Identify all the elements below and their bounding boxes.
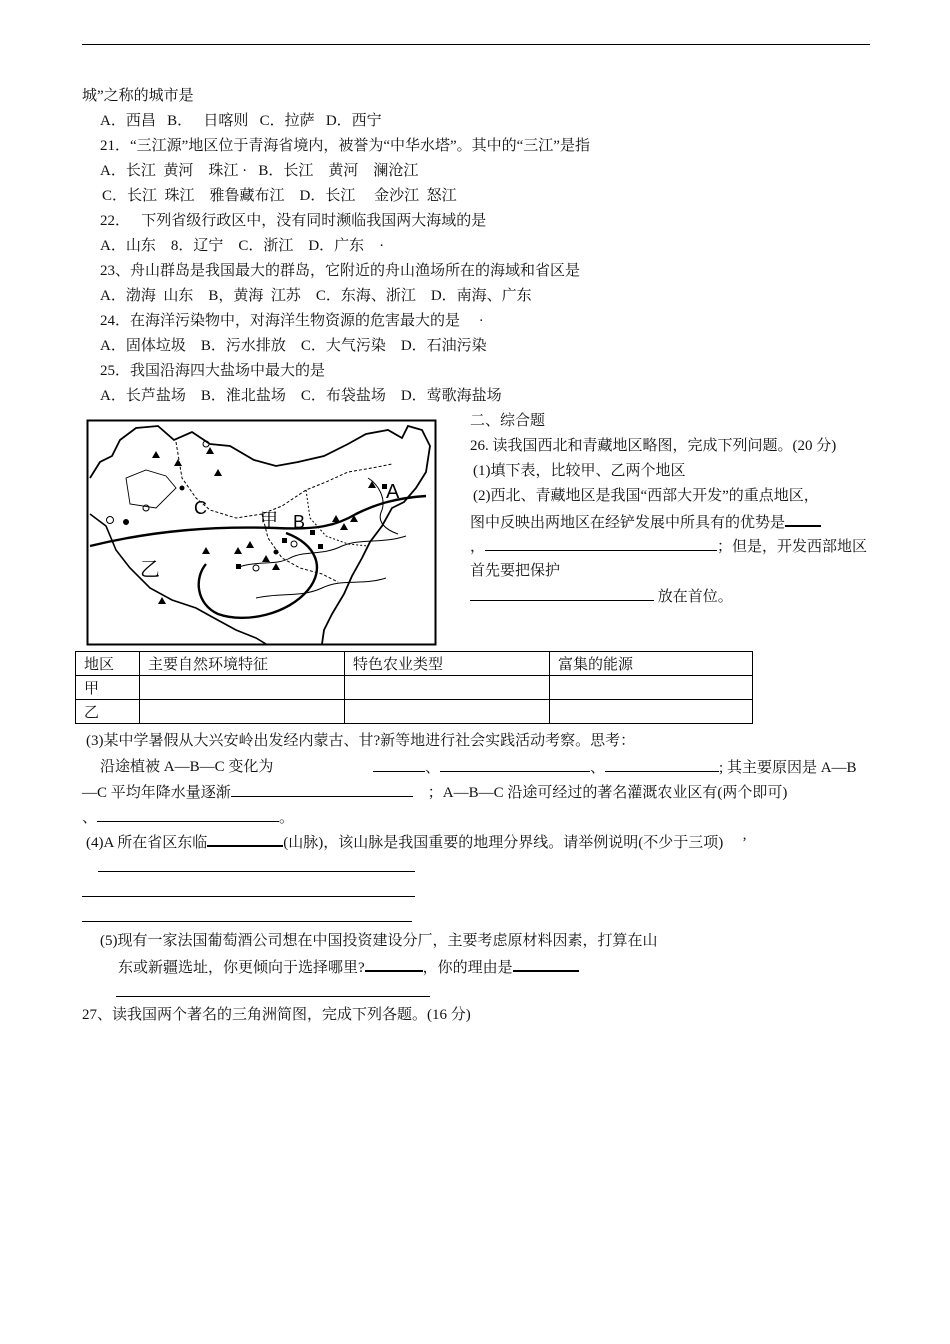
answer-blank[interactable]	[785, 511, 821, 527]
table-header: 富集的能源	[550, 652, 753, 676]
q21-stem: 21．“三江源”地区位于青海省境内，被誉为“中华水塔”。其中的“三江”是指	[100, 138, 590, 154]
q26-part2-line2	[470, 511, 821, 533]
answer-line[interactable]	[82, 896, 415, 897]
q25-options: A．长芦盐场 B．淮北盐场 C．布袋盐场 D．莺歌海盐场	[100, 388, 502, 404]
answer-blank[interactable]	[365, 956, 423, 972]
table-cell[interactable]	[345, 676, 550, 700]
table-header: 主要自然环境特征	[140, 652, 345, 676]
answer-line[interactable]	[98, 871, 415, 872]
answer-blank[interactable]	[485, 536, 717, 551]
q23-options: A．渤海 山东 B，黄海 江苏 C．东海、浙江 D．南海、广东	[100, 288, 532, 304]
q3-line2: 沿途植被 A—B—C 变化为	[100, 759, 274, 775]
table-row	[76, 676, 753, 700]
q26-stem: 26. 读我国西北和青藏地区略图，完成下列问题。(20 分)	[470, 438, 837, 454]
q23-stem: 23、舟山群岛是我国最大的群岛，它附近的舟山渔场所在的海域和省区是	[100, 263, 581, 279]
q25-stem: 25．我国沿海四大盐场中最大的是	[100, 363, 326, 379]
table-cell: 甲	[76, 676, 140, 700]
answer-blank[interactable]	[470, 586, 654, 601]
map-label-a: A	[386, 481, 400, 503]
q22-stem: 22． 下列省级行政区中，没有同时濒临我国两大海域的是	[100, 213, 487, 229]
q27-stem: 27、读我国两个著名的三角洲简图，完成下列各题。(16 分)	[82, 1007, 471, 1023]
q21-options-cd: C．长江 珠江 雅鲁藏布江 D．长江 金沙江 怒江	[102, 188, 457, 204]
q24-options: A．固体垃圾 B．污水排放 C．大气污染 D．石油污染	[100, 338, 487, 354]
q26-part1: (1)填下表，比较甲、乙两个地区	[473, 463, 686, 479]
header-rule	[82, 44, 870, 45]
table-cell[interactable]	[140, 676, 345, 700]
table-cell[interactable]	[140, 700, 345, 724]
answer-blank[interactable]	[97, 807, 279, 822]
q26-part2-text: 图中反映出两地区在经铲发展中所具有的优势是	[470, 515, 786, 531]
q26-part2-line5: 放在首位。	[470, 586, 733, 607]
answer-line[interactable]	[116, 996, 430, 997]
table-header: 地区	[76, 652, 140, 676]
table-header-row	[76, 652, 753, 676]
table-cell[interactable]	[345, 700, 550, 724]
q5-stem: (5)现有一家法国葡萄酒公司想在中国投资建设分厂，主要考虑原材料因素，打算在山	[100, 933, 658, 949]
answer-blank[interactable]	[513, 956, 579, 972]
q26-part2: (2)西北、青藏地区是我国“西部大开发”的重点地区，	[473, 488, 819, 504]
comparison-table	[75, 651, 753, 724]
section-title: 二、综合题	[470, 413, 546, 429]
answer-blank[interactable]	[373, 757, 425, 772]
q3-line2-blanks: 、 、 ; 其主要原因是 A—B	[373, 757, 857, 778]
q24-stem: 24．在海洋污染物中，对海洋生物资源的危害最大的是 ·	[100, 313, 484, 329]
q21-options-ab: A．长江 黄河 珠江 · B．长江 黄河 澜沧江	[100, 163, 419, 179]
answer-blank[interactable]	[605, 757, 719, 772]
map-label-b: B	[293, 512, 306, 532]
map-label-c: C	[194, 498, 207, 518]
northwest-qinghai-tibet-map	[86, 418, 438, 648]
q3-line3: —C 平均年降水量逐渐 ；A—B—C 沿途可经过的著名灌溉农业区有(两个即可)	[82, 782, 787, 803]
q26-part2-line4: 首先要把保护	[470, 563, 561, 579]
table-row	[76, 700, 753, 724]
q26-part2-line3: ， ；但是，开发西部地区	[470, 536, 867, 557]
q4-stem: (4)A 所在省区东临 (山脉)，该山脉是我国重要的地理分界线。请举例说明(不少于三项) ’	[86, 831, 747, 853]
q22-options: A．山东 8．辽宁 C．浙江 D．广东 ·	[100, 238, 385, 254]
map-label-jia: 甲	[260, 510, 278, 531]
answer-blank[interactable]	[440, 757, 590, 772]
q3-stem: (3)某中学暑假从大兴安岭出发经内蒙古、甘?新等地进行社会实践活动考察。思考：	[86, 733, 636, 749]
q20-tail: 城”之称的城市是	[82, 88, 194, 104]
answer-blank[interactable]	[207, 831, 283, 847]
answer-line[interactable]	[82, 921, 412, 922]
table-cell[interactable]	[550, 700, 753, 724]
table-cell[interactable]	[550, 676, 753, 700]
q5-line2: 东或新疆选址，你更倾向于选择哪里? ，你的理由是	[118, 956, 579, 978]
map-label-yi: 乙	[140, 557, 160, 581]
map-frame	[88, 421, 436, 645]
q3-line4: 、 。	[82, 807, 294, 828]
answer-blank[interactable]	[231, 782, 413, 797]
table-cell: 乙	[76, 700, 140, 724]
q20-options: A．西昌 B． 日喀则 C．拉萨 D．西宁	[100, 113, 382, 129]
table-header: 特色农业类型	[345, 652, 550, 676]
